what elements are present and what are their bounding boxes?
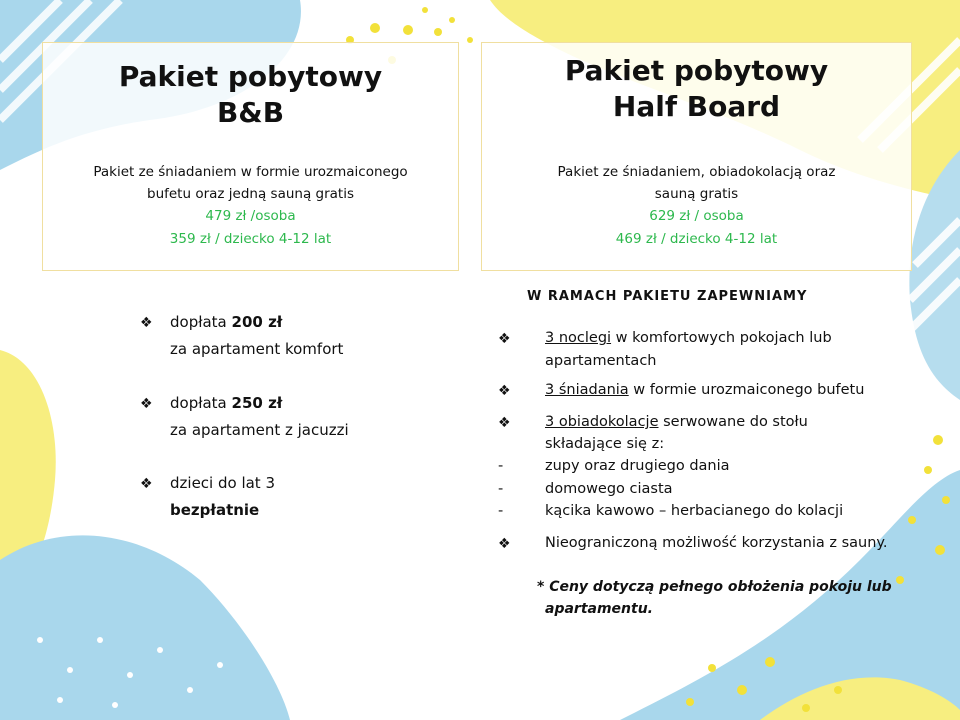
package-hb-price-adult: 629 zł / osoba (649, 208, 744, 224)
extra-item-2-line2: za apartament z jacuzzi (170, 421, 349, 439)
include-item-3-rest: serwowane do stołu (658, 414, 808, 430)
include-item-2-rest: w formie urozmaiconego bufetu (628, 382, 865, 398)
package-bb-desc-line2: bufetu oraz jedną sauną gratis (147, 186, 354, 202)
include-item-1-highlight: 3 noclegi (545, 330, 612, 346)
package-bb-card (42, 42, 459, 271)
extra-item-1-prefix: dopłata (170, 313, 232, 331)
package-hb-card (481, 42, 912, 271)
extra-item-2 (170, 394, 282, 412)
package-bb-price-adult: 479 zł /osoba (205, 208, 296, 224)
sub-dash: - (498, 503, 504, 519)
bullet-icon: ❖ (140, 315, 153, 331)
extra-item-1-line2: za apartament komfort (170, 340, 344, 358)
package-bb-title-line1: Pakiet pobytowy (118, 60, 383, 93)
price-note-line2: apartamentu. (545, 601, 653, 617)
package-hb-title-line2: Half Board (612, 90, 781, 123)
include-item-2-highlight: 3 śniadania (545, 382, 629, 398)
include-item-2 (545, 382, 864, 398)
extra-item-1 (170, 313, 282, 331)
sub-item-2: domowego ciasta (545, 481, 673, 497)
package-bb-title-line2: B&B (216, 96, 285, 129)
bullet-icon: ❖ (498, 536, 511, 552)
package-hb-price-child: 469 zł / dziecko 4-12 lat (615, 231, 778, 247)
bullet-icon: ❖ (498, 331, 511, 347)
sub-dash: - (498, 458, 504, 474)
bullet-icon: ❖ (140, 476, 153, 492)
includes-heading: W RAMACH PAKIETU ZAPEWNIAMY (527, 289, 808, 304)
package-bb-price-child: 359 zł / dziecko 4-12 lat (169, 231, 332, 247)
extra-item-2-prefix: dopłata (170, 394, 232, 412)
include-item-4: Nieograniczoną możliwość korzystania z sauny. (545, 535, 888, 551)
include-item-1-line2: apartamentach (545, 353, 657, 369)
sub-item-3: kącika kawowo – herbacianego do kolacji (545, 503, 844, 519)
blue-blob-bottom-left (0, 535, 290, 720)
price-note-line1: * Ceny dotyczą pełnego obłożenia pokoju lub (537, 579, 892, 595)
include-item-3-line2: składające się z: (545, 436, 665, 452)
sub-item-1: zupy oraz drugiego dania (545, 458, 730, 474)
package-hb-desc-line1: Pakiet ze śniadaniem, obiadokolacją oraz (557, 164, 836, 180)
include-item-1 (545, 330, 832, 346)
package-hb-desc-line2: sauną gratis (654, 186, 739, 202)
package-hb-title-line1: Pakiet pobytowy (564, 54, 829, 87)
extra-item-2-amount: 250 zł (231, 394, 283, 412)
extra-item-3-prefix: dzieci do lat 3 (170, 474, 275, 492)
bullet-icon: ❖ (498, 415, 511, 431)
bullet-icon: ❖ (498, 383, 511, 399)
include-item-3-highlight: 3 obiadokolacje (545, 414, 659, 430)
package-bb-desc-line1: Pakiet ze śniadaniem w formie urozmaiconego (93, 164, 408, 180)
sub-dash: - (498, 481, 504, 497)
extra-item-1-amount: 200 zł (231, 313, 283, 331)
include-item-3 (545, 414, 808, 430)
extra-item-3 (170, 474, 275, 492)
bullet-icon: ❖ (140, 396, 153, 412)
include-item-1-rest: w komfortowych pokojach lub (611, 330, 832, 346)
extra-item-3-line2: bezpłatnie (170, 501, 260, 519)
